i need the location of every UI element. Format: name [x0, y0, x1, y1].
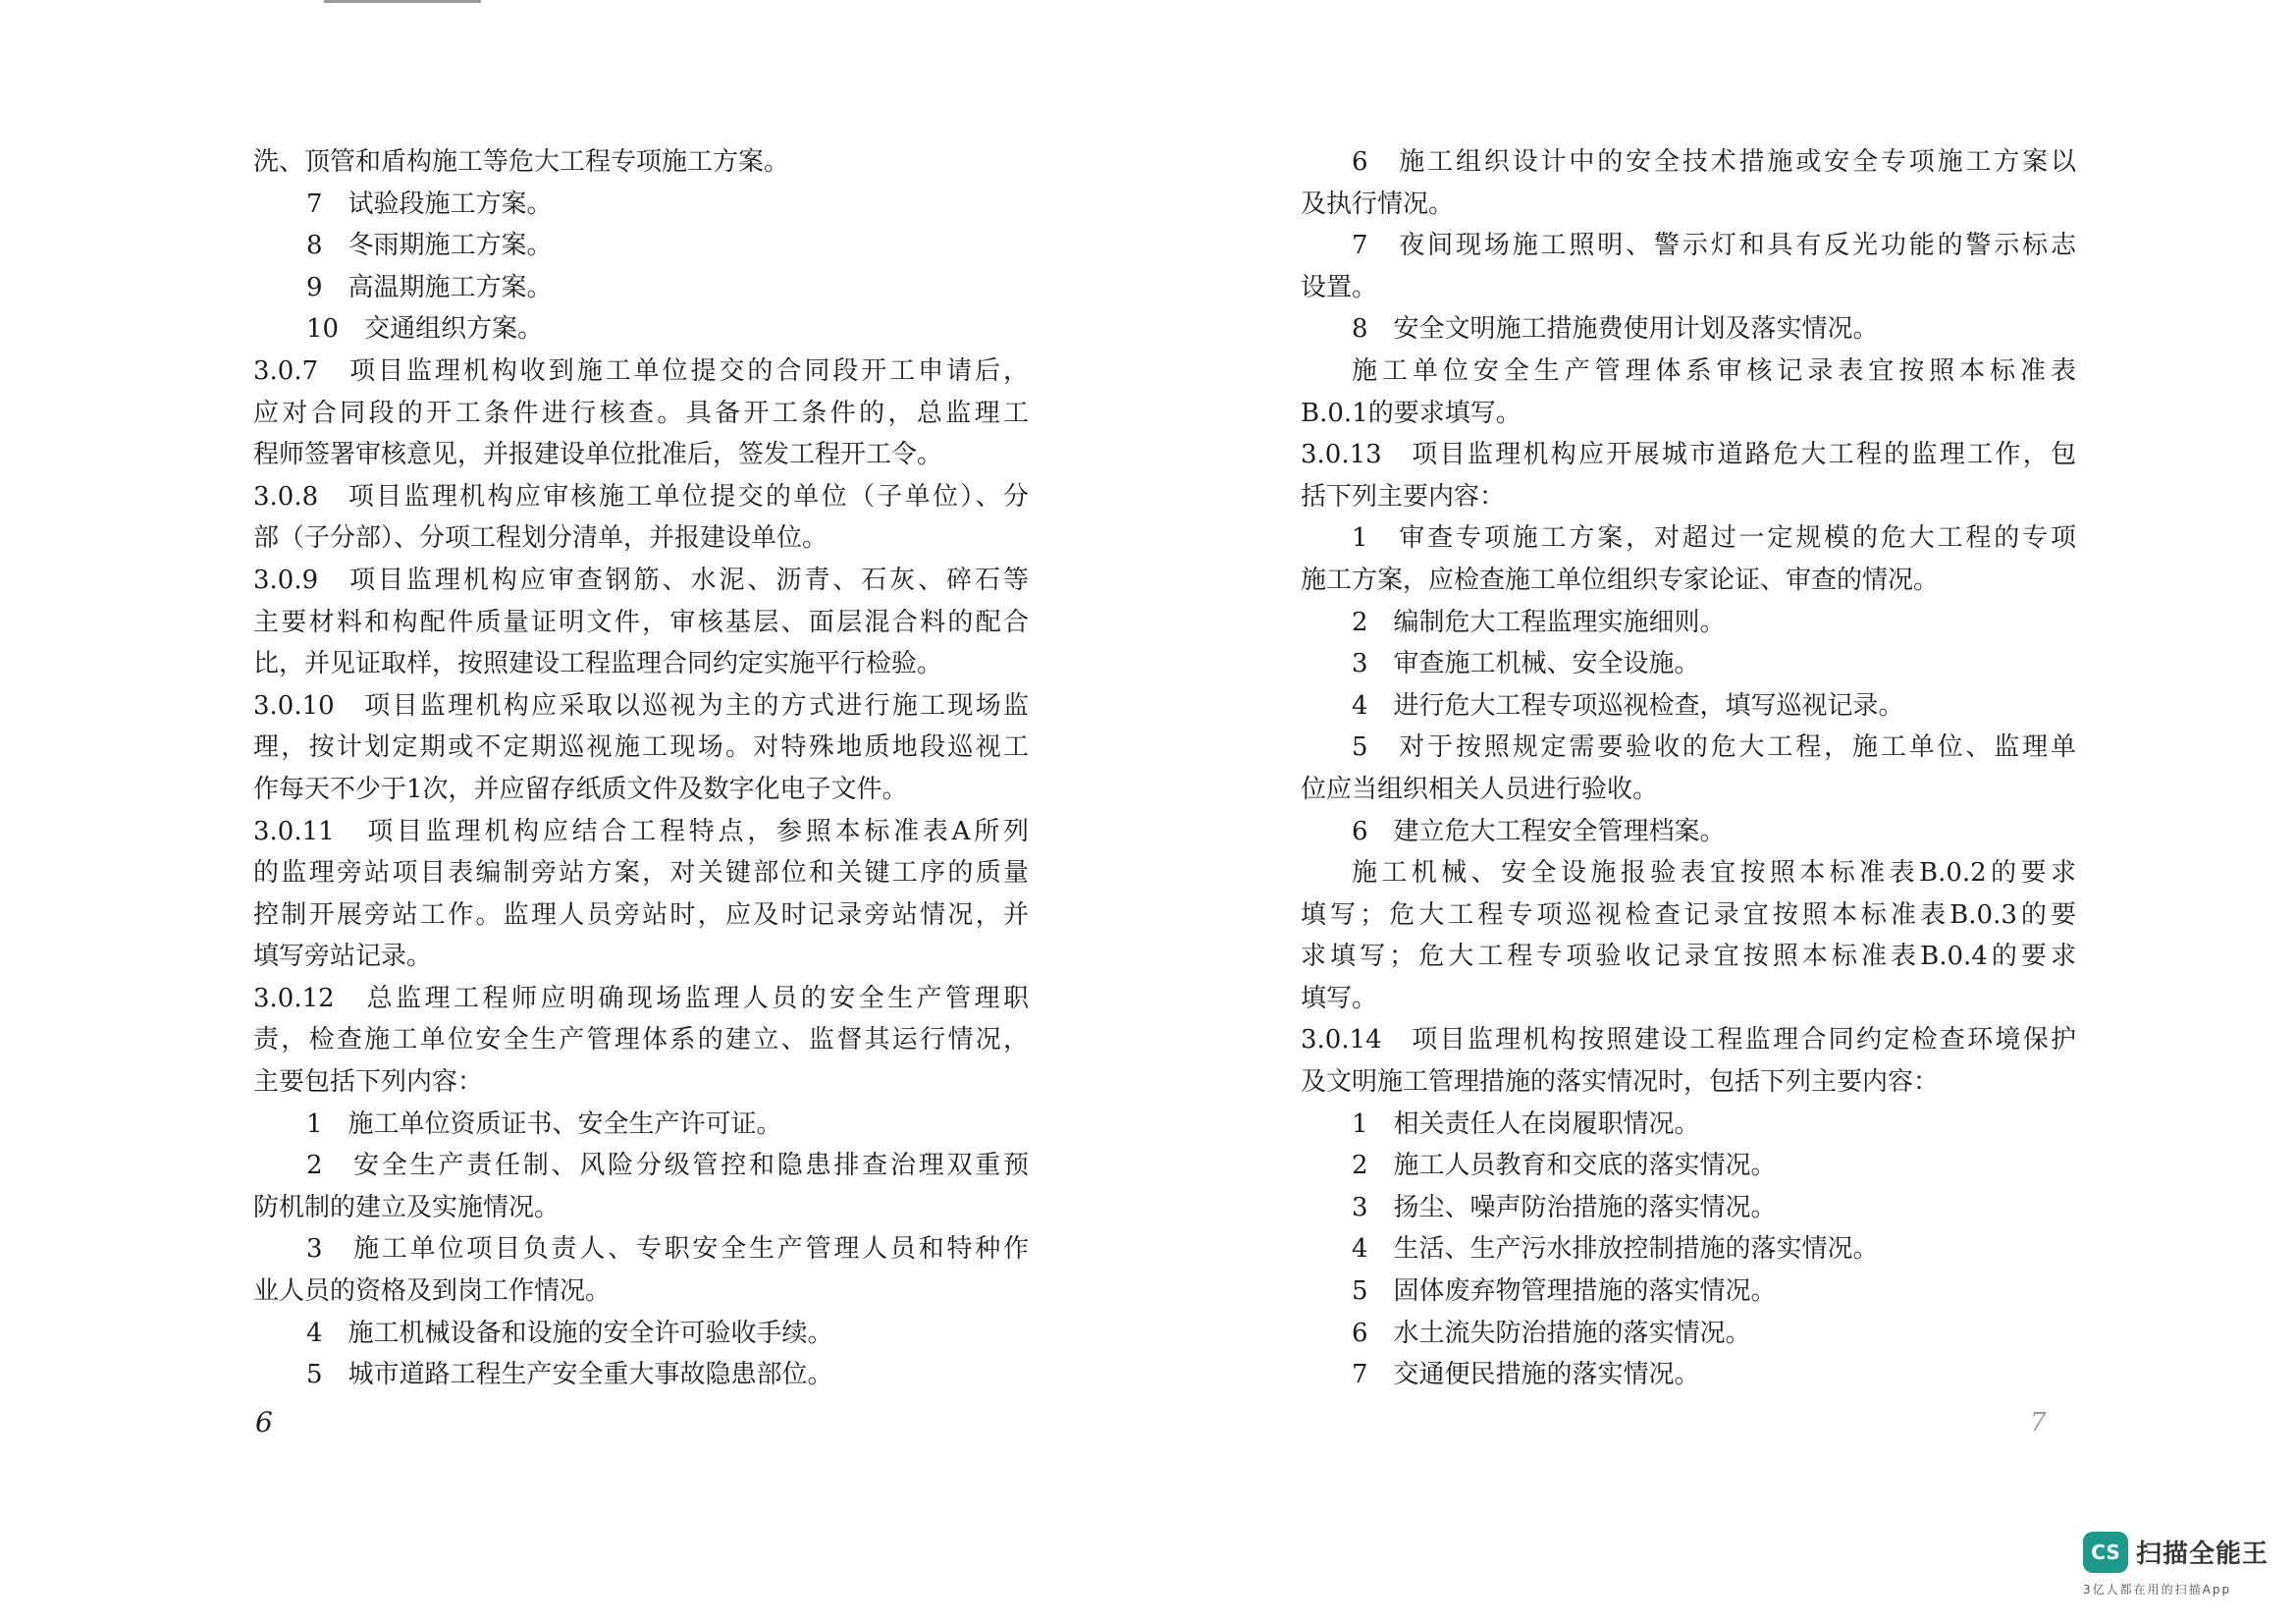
text-line: B.0.1的要求填写。 [1301, 398, 1522, 428]
list-item: 4 进行危大工程专项巡视检查，填写巡视记录。 [1352, 690, 1904, 721]
clause-heading: 3.0.10 项目监理机构应采取以巡视为主的方式进行施工现场监 [253, 690, 1029, 721]
list-item: 7 夜间现场施工照明、警示灯和具有反光功能的警示标志 [1352, 231, 2076, 261]
scan-edge-mark [324, 0, 481, 3]
text-line: 比，并见证取样，按照建设工程监理合同约定实施平行检验。 [253, 649, 943, 679]
text-line: 主要材料和构配件质量证明文件，审核基层、面层混合料的配合 [253, 607, 1029, 637]
text-line: 的监理旁站项目表编制旁站方案，对关键部位和关键工序的质量 [253, 858, 1029, 889]
list-item: 9 高温期施工方案。 [306, 272, 553, 302]
list-item: 3 审查施工机械、安全设施。 [1352, 649, 1700, 679]
text-line: 位应当组织相关人员进行验收。 [1301, 774, 1659, 804]
text-line: 施工方案，应检查施工单位组织专家论证、审查的情况。 [1301, 565, 1940, 595]
list-item: 6 建立危大工程安全管理档案。 [1352, 816, 1726, 846]
text-line: 设置。 [1301, 272, 1378, 302]
list-item: 8 安全文明施工措施费使用计划及落实情况。 [1352, 314, 1879, 345]
clause-heading: 3.0.13 项目监理机构应开展城市道路危大工程的监理工作，包 [1301, 440, 2076, 470]
text-line: 施工机械、安全设施报验表宜按照本标准表B.0.2的要求 [1352, 858, 2076, 889]
clause-heading: 3.0.14 项目监理机构按照建设工程监理合同约定检查环境保护 [1301, 1025, 2076, 1055]
text-line: 洗、顶管和盾构施工等危大工程专项施工方案。 [253, 147, 790, 177]
list-item: 5 固体废弃物管理措施的落实情况。 [1352, 1276, 1777, 1307]
list-item: 6 施工组织设计中的安全技术措施或安全专项施工方案以 [1352, 147, 2076, 177]
text-line: 填写；危大工程专项巡视检查记录宜按照本标准表B.0.3的要 [1301, 899, 2076, 930]
text-line: 业人员的资格及到岗工作情况。 [253, 1276, 612, 1307]
text-line: 部（子分部）、分项工程划分清单，并报建设单位。 [253, 523, 828, 554]
clause-heading: 3.0.9 项目监理机构应审查钢筋、水泥、沥青、石灰、碎石等 [253, 565, 1029, 595]
list-item: 1 审查专项施工方案，对超过一定规模的危大工程的专项 [1352, 523, 2076, 554]
page-number: 6 [255, 1406, 273, 1438]
list-item: 3 施工单位项目负责人、专职安全生产管理人员和特种作 [306, 1234, 1029, 1265]
list-item: 3 扬尘、噪声防治措施的落实情况。 [1352, 1192, 1777, 1222]
text-line: 施工单位安全生产管理体系审核记录表宜按照本标准表 [1352, 355, 2076, 386]
text-line: 及文明施工管理措施的落实情况时，包括下列主要内容： [1301, 1067, 1940, 1098]
text-line: 填写旁站记录。 [253, 942, 433, 972]
list-item: 7 交通便民措施的落实情况。 [1352, 1360, 1700, 1390]
text-line: 求填写；危大工程专项验收记录宜按照本标准表B.0.4的要求 [1301, 942, 2076, 972]
list-item: 4 施工机械设备和设施的安全许可验收手续。 [306, 1318, 833, 1348]
text-line: 控制开展旁站工作。监理人员旁站时，应及时记录旁站情况，并 [253, 899, 1029, 930]
list-item: 10 交通组织方案。 [306, 314, 544, 345]
text-line: 理，按计划定期或不定期巡视施工现场。对特殊地质地段巡视工 [253, 732, 1029, 763]
text-line: 责，检查施工单位安全生产管理体系的建立、监督其运行情况， [253, 1025, 1029, 1055]
logo-name: 扫描全能王 [2136, 1540, 2269, 1569]
list-item: 8 冬雨期施工方案。 [306, 231, 553, 261]
list-item: 4 生活、生产污水排放控制措施的落实情况。 [1352, 1234, 1879, 1265]
page-number: 7 [2030, 1408, 2047, 1437]
clause-heading: 3.0.8 项目监理机构应审核施工单位提交的单位（子单位）、分 [253, 481, 1029, 512]
list-item: 1 施工单位资质证书、安全生产许可证。 [306, 1109, 782, 1139]
list-item: 5 城市道路工程生产安全重大事故隐患部位。 [306, 1360, 833, 1390]
scanner-app-logo [2083, 1532, 2279, 1604]
clause-heading: 3.0.7 项目监理机构收到施工单位提交的合同段开工申请后， [253, 355, 1029, 386]
text-line: 防机制的建立及实施情况。 [253, 1192, 561, 1222]
left-page [253, 141, 1029, 1396]
cs-logo-icon: CS [2083, 1532, 2128, 1573]
logo-tagline: 3亿人都在用的扫描App [2083, 1583, 2232, 1596]
list-item: 2 施工人员教育和交底的落实情况。 [1352, 1151, 1777, 1181]
list-item: 2 编制危大工程监理实施细则。 [1352, 607, 1726, 637]
text-line: 应对合同段的开工条件进行核查。具备开工条件的，总监理工 [253, 398, 1029, 428]
text-line: 作每天不少于1次，并应留存纸质文件及数字化电子文件。 [253, 774, 908, 804]
right-page [1301, 141, 2076, 1396]
list-item: 7 试验段施工方案。 [306, 189, 553, 219]
text-line: 主要包括下列内容： [253, 1067, 484, 1098]
text-line: 填写。 [1301, 983, 1378, 1013]
list-item: 5 对于按照规定需要验收的危大工程，施工单位、监理单 [1352, 732, 2076, 763]
list-item: 2 安全生产责任制、风险分级管控和隐患排查治理双重预 [306, 1151, 1029, 1181]
text-line: 括下列主要内容： [1301, 481, 1506, 512]
text-line: 程师签署审核意见，并报建设单位批准后，签发工程开工令。 [253, 440, 943, 470]
clause-heading: 3.0.12 总监理工程师应明确现场监理人员的安全生产管理职 [253, 983, 1029, 1013]
text-line: 及执行情况。 [1301, 189, 1455, 219]
clause-heading: 3.0.11 项目监理机构应结合工程特点，参照本标准表A所列 [253, 816, 1029, 846]
list-item: 1 相关责任人在岗履职情况。 [1352, 1109, 1700, 1139]
list-item: 6 水土流失防治措施的落实情况。 [1352, 1318, 1751, 1348]
